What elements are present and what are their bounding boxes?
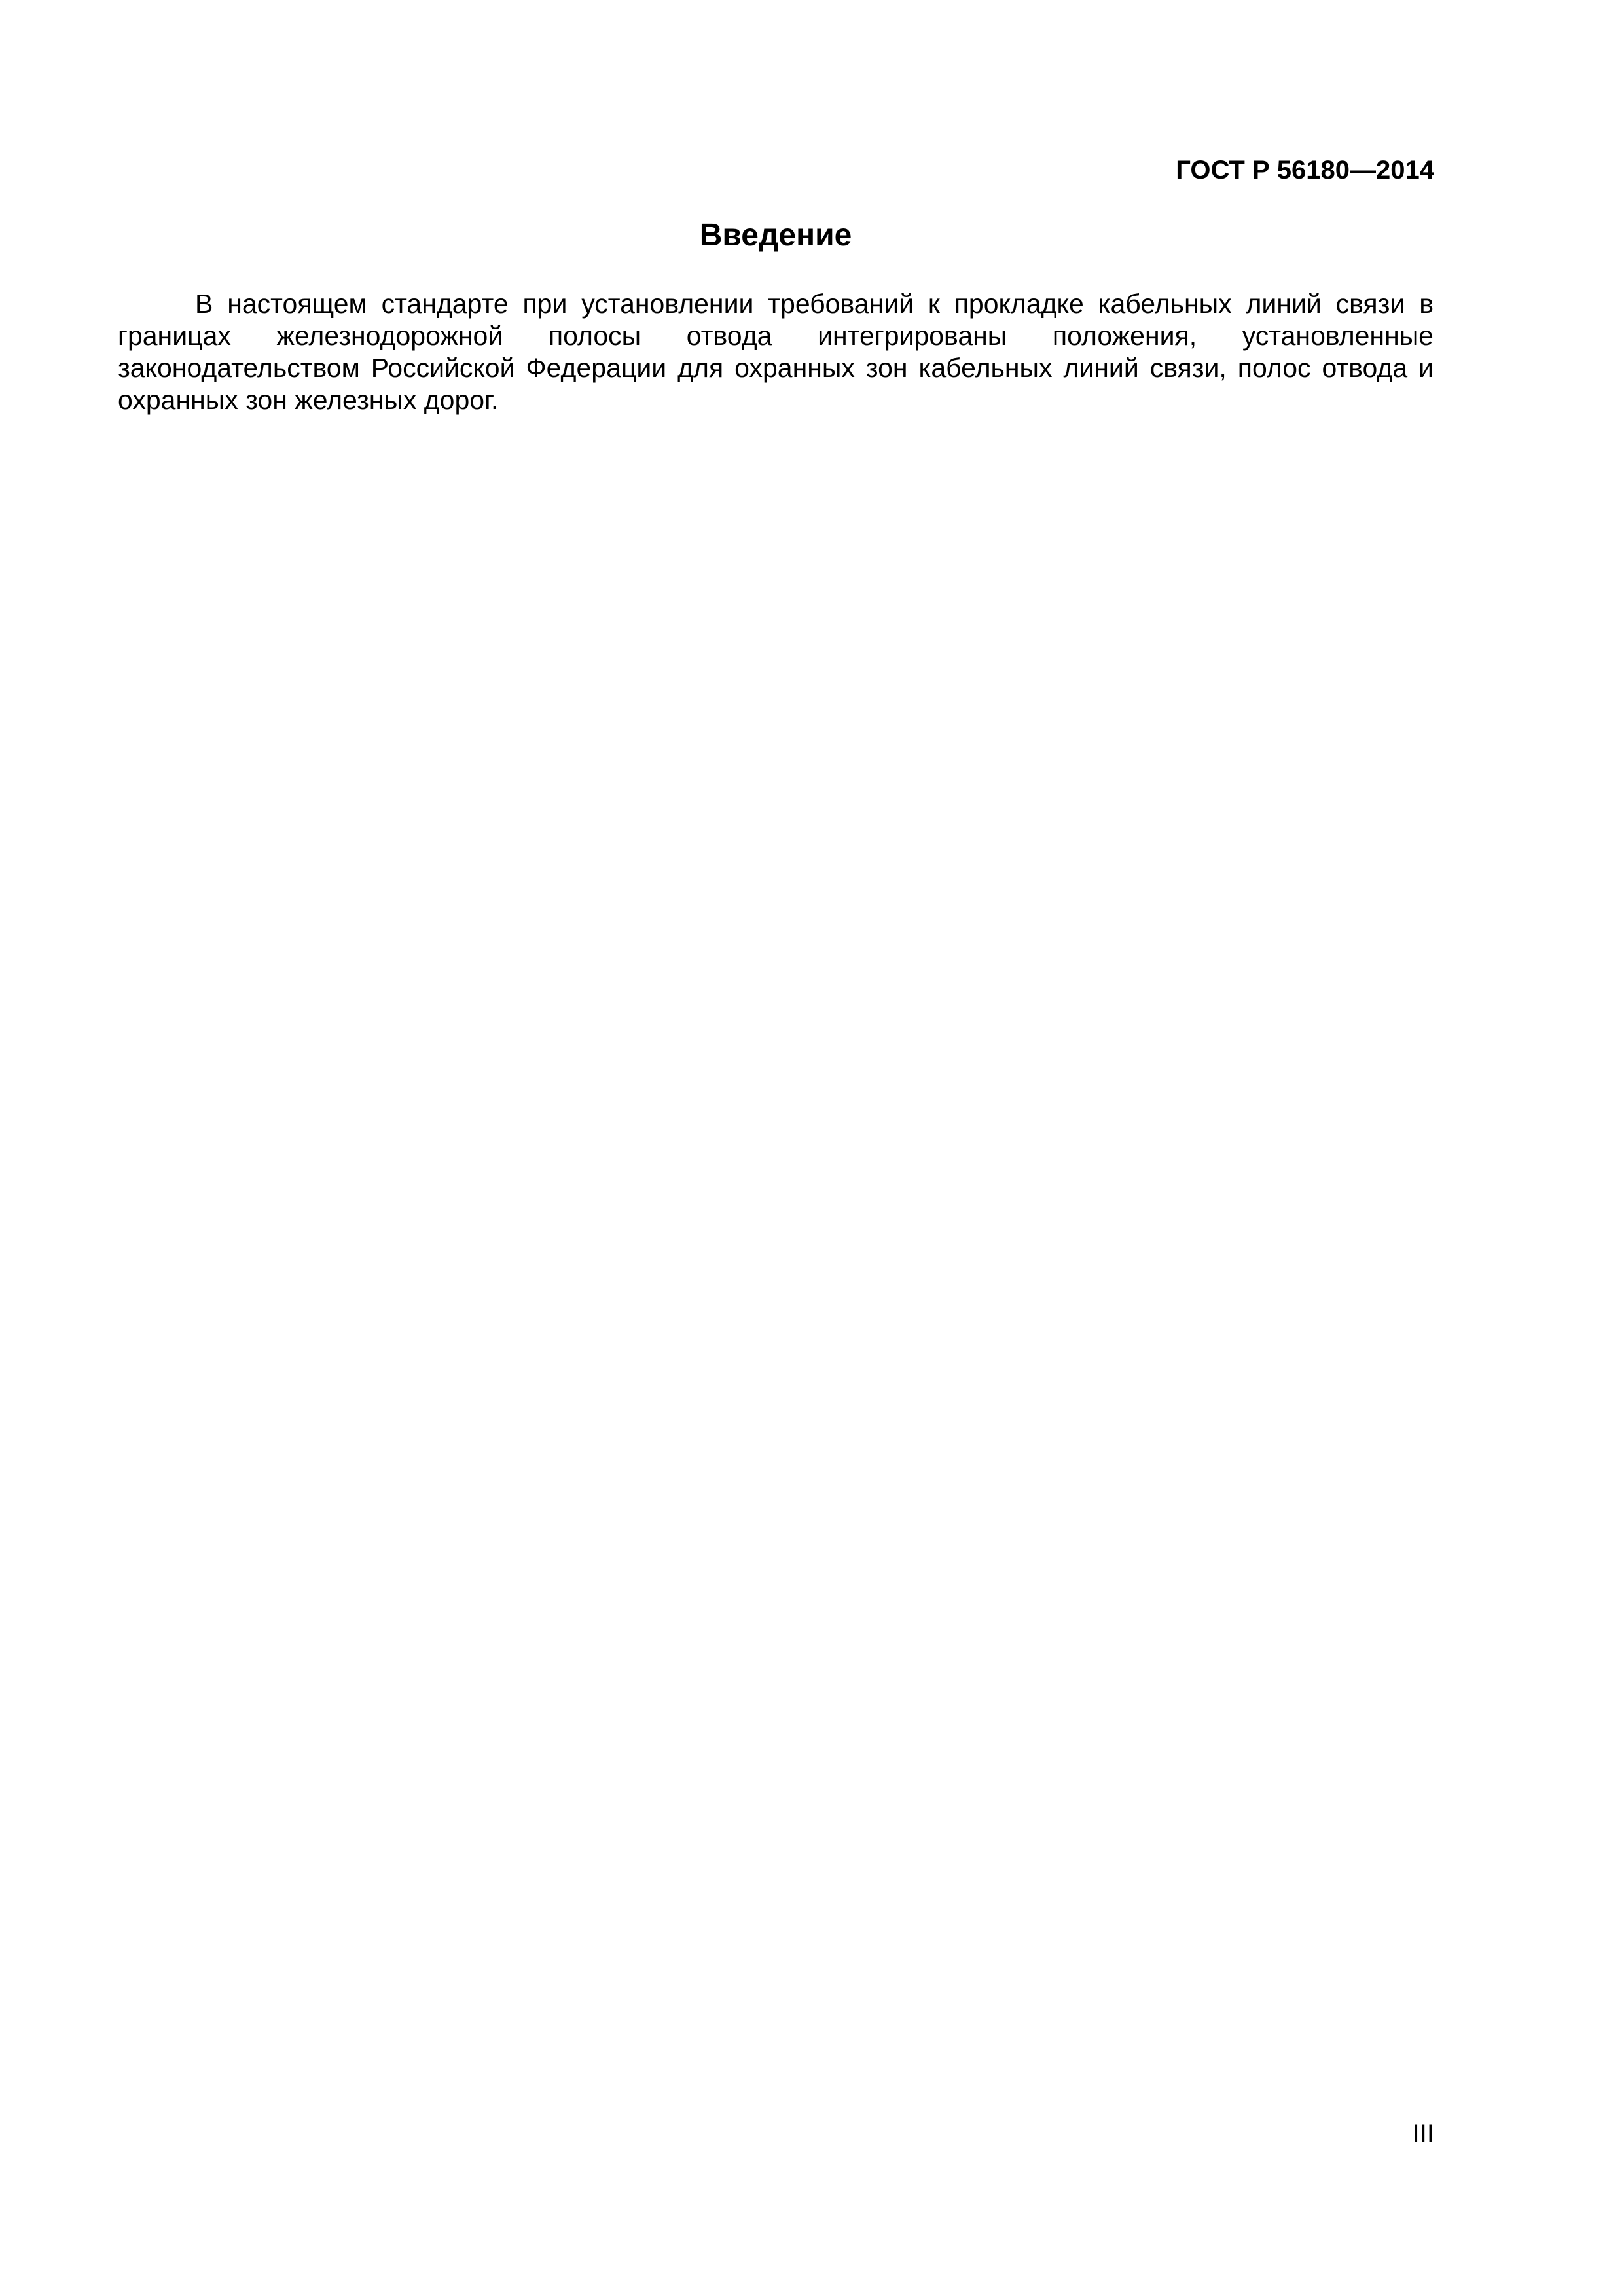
intro-paragraph: В настоящем стандарте при установлении требований к прокладке кабельных линий связи в границах железнодорожной полосы отвода интегрированы положения, установленные законодательством Российской Федерации для охранных зон кабельных линий связи, полос отвода и охранных зон железных дорог.	[118, 289, 1434, 415]
page-number: III	[1412, 2119, 1434, 2148]
section-title: Введение	[699, 218, 852, 253]
document-code: ГОСТ Р 56180—2014	[1176, 156, 1434, 185]
